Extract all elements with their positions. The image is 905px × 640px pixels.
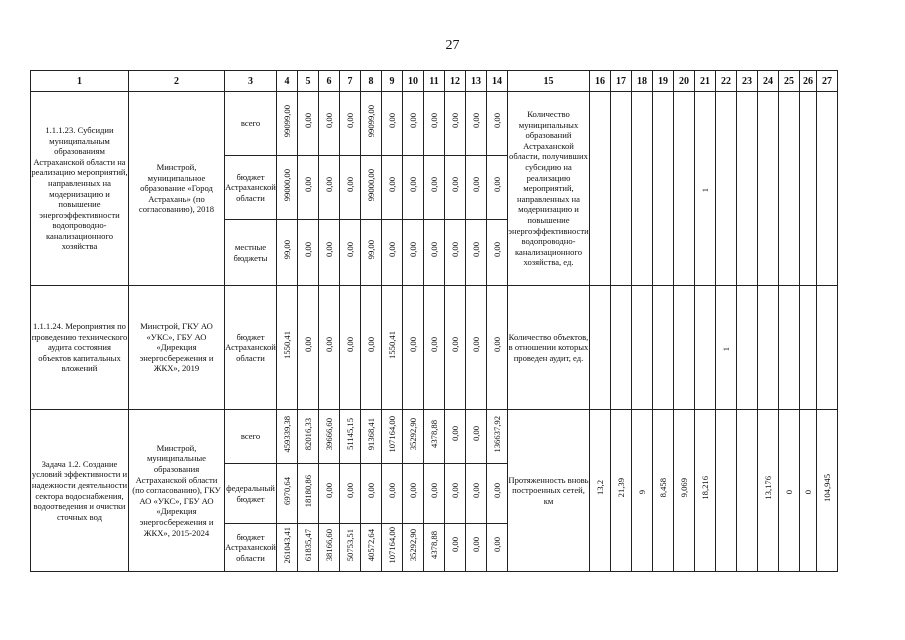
column-header: 13	[466, 71, 487, 92]
amount-cell	[487, 156, 508, 220]
amount-cell	[319, 286, 340, 410]
table-row	[31, 410, 838, 464]
indicator-value-cell	[632, 410, 653, 572]
amount-cell	[466, 156, 487, 220]
indicator-value-cell	[590, 92, 611, 286]
amount-cell	[361, 156, 382, 220]
column-header: 22	[716, 71, 737, 92]
amount-cell	[361, 410, 382, 464]
indicator-value: 13,2	[594, 480, 605, 496]
column-header: 1	[31, 71, 129, 92]
amount-cell	[382, 220, 403, 286]
indicator-value-cell	[716, 410, 737, 572]
amount-cell	[340, 464, 361, 524]
amount-value: 61835,47	[302, 528, 313, 562]
amount-value: 0,00	[470, 426, 481, 442]
amount-cell	[487, 286, 508, 410]
indicator-value-cell	[737, 410, 758, 572]
amount-value: 0,00	[302, 242, 313, 258]
amount-value: 107164,00	[386, 415, 397, 453]
amount-cell	[487, 410, 508, 464]
amount-value: 0,00	[344, 483, 355, 499]
column-header: 18	[632, 71, 653, 92]
funding-source: бюджет Астраханской области	[225, 524, 277, 572]
indicator-value-cell	[611, 410, 632, 572]
measure-name: Задача 1.2. Создание условий эффективности и надежности деятельности сектора водоснабжения, водоотведения и очистки сточных вод	[31, 410, 129, 572]
indicator-value-cell	[590, 286, 611, 410]
amount-cell	[277, 220, 298, 286]
indicator-value-cell	[758, 410, 779, 572]
amount-value: 0,00	[491, 113, 502, 129]
amount-value: 261043,41	[281, 526, 292, 564]
funding-source: всего	[225, 410, 277, 464]
amount-value: 38166,60	[323, 528, 334, 562]
amount-cell	[277, 464, 298, 524]
amount-cell	[466, 464, 487, 524]
table-row	[31, 92, 838, 156]
indicator-value-cell	[737, 92, 758, 286]
amount-value: 0,00	[344, 337, 355, 353]
amount-value: 1550,41	[281, 331, 292, 359]
column-header: 25	[779, 71, 800, 92]
amount-cell	[445, 464, 466, 524]
amount-value: 0,00	[407, 337, 418, 353]
amount-value: 0,00	[302, 113, 313, 129]
amount-cell	[319, 92, 340, 156]
amount-value: 99,00	[365, 240, 376, 260]
amount-value: 0,00	[449, 242, 460, 258]
indicator-value-cell	[716, 92, 737, 286]
amount-cell	[361, 220, 382, 286]
amount-cell	[403, 410, 424, 464]
amount-value: 1550,41	[386, 331, 397, 359]
amount-value: 0,00	[449, 337, 460, 353]
amount-value: 40572,64	[365, 528, 376, 562]
indicator-value: 9	[636, 490, 647, 495]
amount-value: 0,00	[470, 177, 481, 193]
amount-value: 0,00	[302, 337, 313, 353]
indicator-value-cell	[632, 92, 653, 286]
amount-cell	[298, 156, 319, 220]
amount-value: 0,00	[407, 242, 418, 258]
column-header: 16	[590, 71, 611, 92]
indicator-value-cell	[758, 286, 779, 410]
amount-cell	[403, 524, 424, 572]
amount-cell	[361, 524, 382, 572]
column-header: 7	[340, 71, 361, 92]
indicator-value-cell	[737, 286, 758, 410]
amount-cell	[277, 524, 298, 572]
column-header: 12	[445, 71, 466, 92]
indicator-value-cell	[779, 92, 800, 286]
indicator-value-cell	[674, 410, 695, 572]
indicator-value-cell	[653, 92, 674, 286]
amount-value: 0,00	[428, 113, 439, 129]
column-header: 4	[277, 71, 298, 92]
column-header: 27	[817, 71, 838, 92]
indicator-value: 1	[720, 347, 731, 352]
amount-value: 0,00	[323, 113, 334, 129]
amount-value: 35292,90	[407, 417, 418, 451]
amount-cell	[403, 92, 424, 156]
amount-cell	[445, 410, 466, 464]
amount-cell	[319, 524, 340, 572]
indicator-value: 18,216	[699, 476, 710, 500]
indicator-value-cell	[779, 410, 800, 572]
amount-cell	[277, 410, 298, 464]
amount-cell	[424, 410, 445, 464]
column-header: 21	[695, 71, 716, 92]
amount-cell	[466, 286, 487, 410]
indicator-value-cell	[817, 410, 838, 572]
amount-value: 99000,00	[281, 168, 292, 202]
column-header: 11	[424, 71, 445, 92]
column-header: 6	[319, 71, 340, 92]
indicator-value: 0	[783, 490, 794, 495]
amount-value: 6970,64	[281, 477, 292, 505]
indicator-name: Протяженность вновь построенных сетей, км	[508, 410, 590, 572]
amount-value: 0,00	[449, 113, 460, 129]
column-header: 24	[758, 71, 779, 92]
table-row	[31, 286, 838, 410]
amount-value: 0,00	[323, 483, 334, 499]
amount-cell	[340, 286, 361, 410]
amount-cell	[424, 220, 445, 286]
amount-value: 4378,88	[428, 420, 439, 448]
amount-cell	[382, 92, 403, 156]
indicator-value-cell	[695, 92, 716, 286]
indicator-value-cell	[695, 286, 716, 410]
amount-cell	[466, 220, 487, 286]
amount-value: 0,00	[491, 483, 502, 499]
program-table	[30, 70, 838, 572]
column-header: 17	[611, 71, 632, 92]
measure-name: 1.1.1.23. Субсидии муниципальным образованиям Астраханской области на реализацию мероприятий, направленных на модернизацию и повышение энергоэффективности водопроводно-канализационного хозяйства	[31, 92, 129, 286]
amount-value: 0,00	[386, 483, 397, 499]
indicator-value-cell	[758, 92, 779, 286]
amount-value: 99099,00	[281, 104, 292, 138]
amount-value: 0,00	[449, 483, 460, 499]
amount-value: 0,00	[407, 483, 418, 499]
amount-cell	[340, 524, 361, 572]
amount-value: 0,00	[344, 113, 355, 129]
amount-value: 0,00	[407, 113, 418, 129]
amount-value: 0,00	[365, 483, 376, 499]
amount-cell	[382, 156, 403, 220]
amount-cell	[403, 220, 424, 286]
amount-cell	[403, 464, 424, 524]
amount-value: 0,00	[470, 537, 481, 553]
amount-value: 107164,00	[386, 526, 397, 564]
amount-value: 0,00	[407, 177, 418, 193]
amount-cell	[424, 92, 445, 156]
amount-cell	[487, 464, 508, 524]
amount-cell	[319, 220, 340, 286]
funding-source: бюджет Астраханской области	[225, 156, 277, 220]
measure-name: 1.1.1.24. Мероприятия по проведению технического аудита состояния объектов капитальных вложений	[31, 286, 129, 410]
amount-value: 91368,41	[365, 417, 376, 451]
page-number: 27	[445, 38, 460, 53]
amount-value: 0,00	[386, 177, 397, 193]
amount-cell	[445, 524, 466, 572]
amount-value: 0,00	[323, 177, 334, 193]
indicator-value-cell	[674, 92, 695, 286]
amount-value: 0,00	[470, 113, 481, 129]
amount-cell	[466, 410, 487, 464]
funding-source: местные бюджеты	[225, 220, 277, 286]
amount-value: 50753,51	[344, 528, 355, 562]
indicator-value-cell	[800, 92, 817, 286]
column-header: 10	[403, 71, 424, 92]
indicator-value-cell	[800, 410, 817, 572]
amount-cell	[445, 220, 466, 286]
amount-cell	[466, 92, 487, 156]
amount-cell	[487, 92, 508, 156]
amount-value: 0,00	[449, 177, 460, 193]
amount-cell	[424, 524, 445, 572]
amount-cell	[298, 286, 319, 410]
indicator-value-cell	[800, 286, 817, 410]
indicator-value: 8,458	[657, 478, 668, 498]
column-header: 8	[361, 71, 382, 92]
indicator-value-cell	[653, 410, 674, 572]
amount-value: 0,00	[470, 242, 481, 258]
amount-value: 99099,00	[365, 104, 376, 138]
amount-cell	[319, 156, 340, 220]
amount-cell	[403, 156, 424, 220]
indicator-value-cell	[632, 286, 653, 410]
amount-value: 459339,38	[281, 415, 292, 453]
amount-cell	[382, 464, 403, 524]
amount-value: 99000,00	[365, 168, 376, 202]
indicator-value: 1	[699, 188, 710, 193]
amount-value: 0,00	[470, 483, 481, 499]
amount-cell	[424, 286, 445, 410]
column-header: 15	[508, 71, 590, 92]
amount-cell	[298, 524, 319, 572]
indicator-value-cell	[674, 286, 695, 410]
indicator-value: 0	[802, 490, 813, 495]
column-header: 23	[737, 71, 758, 92]
funding-source: федеральный бюджет	[225, 464, 277, 524]
amount-cell	[466, 524, 487, 572]
indicator-value: 104,945	[821, 474, 832, 502]
indicator-value-cell	[611, 92, 632, 286]
amount-value: 39666,60	[323, 417, 334, 451]
indicator-value-cell	[817, 286, 838, 410]
amount-cell	[277, 286, 298, 410]
amount-cell	[361, 464, 382, 524]
header-row	[31, 71, 838, 92]
column-header: 19	[653, 71, 674, 92]
amount-value: 0,00	[491, 242, 502, 258]
amount-value: 0,00	[491, 337, 502, 353]
indicator-name: Количество объектов, в отношении которых проведен аудит, ед.	[508, 286, 590, 410]
amount-value: 0,00	[449, 537, 460, 553]
amount-cell	[403, 286, 424, 410]
amount-value: 0,00	[344, 177, 355, 193]
amount-cell	[277, 156, 298, 220]
indicator-value-cell	[590, 410, 611, 572]
amount-value: 0,00	[323, 242, 334, 258]
amount-cell	[298, 220, 319, 286]
amount-cell	[340, 220, 361, 286]
amount-value: 0,00	[365, 337, 376, 353]
amount-cell	[340, 92, 361, 156]
measure-executor: Минстрой, муниципальное образование «Город Астрахань» (по согласованию), 2018	[129, 92, 225, 286]
amount-value: 0,00	[428, 242, 439, 258]
amount-cell	[319, 464, 340, 524]
indicator-value-cell	[611, 286, 632, 410]
amount-cell	[445, 286, 466, 410]
amount-value: 136637,92	[491, 415, 502, 453]
column-header: 14	[487, 71, 508, 92]
amount-value: 0,00	[470, 337, 481, 353]
amount-value: 0,00	[491, 177, 502, 193]
amount-cell	[487, 220, 508, 286]
indicator-value-cell	[653, 286, 674, 410]
amount-cell	[382, 524, 403, 572]
amount-cell	[340, 156, 361, 220]
amount-cell	[298, 464, 319, 524]
indicator-value: 21,39	[615, 478, 626, 498]
funding-source: всего	[225, 92, 277, 156]
amount-cell	[298, 410, 319, 464]
amount-value: 18180,86	[302, 474, 313, 508]
indicator-value: 9,069	[678, 478, 689, 498]
amount-value: 0,00	[323, 337, 334, 353]
amount-value: 0,00	[428, 483, 439, 499]
amount-cell	[319, 410, 340, 464]
amount-value: 0,00	[428, 337, 439, 353]
indicator-value: 13,176	[762, 476, 773, 500]
column-header: 2	[129, 71, 225, 92]
measure-executor: Минстрой, ГКУ АО «УКС», ГБУ АО «Дирекция энергосбережения и ЖКХ», 2019	[129, 286, 225, 410]
amount-value: 0,00	[302, 177, 313, 193]
amount-value: 35292,90	[407, 528, 418, 562]
amount-cell	[487, 524, 508, 572]
indicator-name: Количество муниципальных образований Астраханской области, получивших субсидию на реализацию мероприятий, направленных на модернизацию и повышение энергоэффективности водопроводно-канализационного хозяйства, ед.	[508, 92, 590, 286]
amount-value: 0,00	[344, 242, 355, 258]
indicator-value-cell	[716, 286, 737, 410]
column-header: 26	[800, 71, 817, 92]
amount-cell	[277, 92, 298, 156]
amount-value: 0,00	[428, 177, 439, 193]
amount-value: 51145,15	[344, 418, 355, 450]
amount-cell	[361, 92, 382, 156]
amount-cell	[445, 92, 466, 156]
amount-value: 0,00	[386, 242, 397, 258]
column-header: 9	[382, 71, 403, 92]
amount-cell	[382, 286, 403, 410]
column-header: 20	[674, 71, 695, 92]
amount-cell	[445, 156, 466, 220]
amount-value: 4378,88	[428, 531, 439, 559]
indicator-value-cell	[779, 286, 800, 410]
amount-value: 0,00	[491, 537, 502, 553]
amount-cell	[361, 286, 382, 410]
column-header: 3	[225, 71, 277, 92]
amount-cell	[424, 156, 445, 220]
amount-value: 0,00	[449, 426, 460, 442]
amount-cell	[424, 464, 445, 524]
indicator-value-cell	[695, 410, 716, 572]
amount-cell	[340, 410, 361, 464]
amount-cell	[382, 410, 403, 464]
amount-value: 82016,33	[302, 417, 313, 451]
amount-value: 99,00	[281, 240, 292, 260]
measure-executor: Минстрой, муниципальные образования Астраханской области (по согласованию), ГКУ АО «УКС», ГБУ АО «Дирекция энергосбережения и ЖКХ», 2015-2024	[129, 410, 225, 572]
funding-source: бюджет Астраханской области	[225, 286, 277, 410]
amount-value: 0,00	[386, 113, 397, 129]
indicator-value-cell	[817, 92, 838, 286]
column-header: 5	[298, 71, 319, 92]
amount-cell	[298, 92, 319, 156]
